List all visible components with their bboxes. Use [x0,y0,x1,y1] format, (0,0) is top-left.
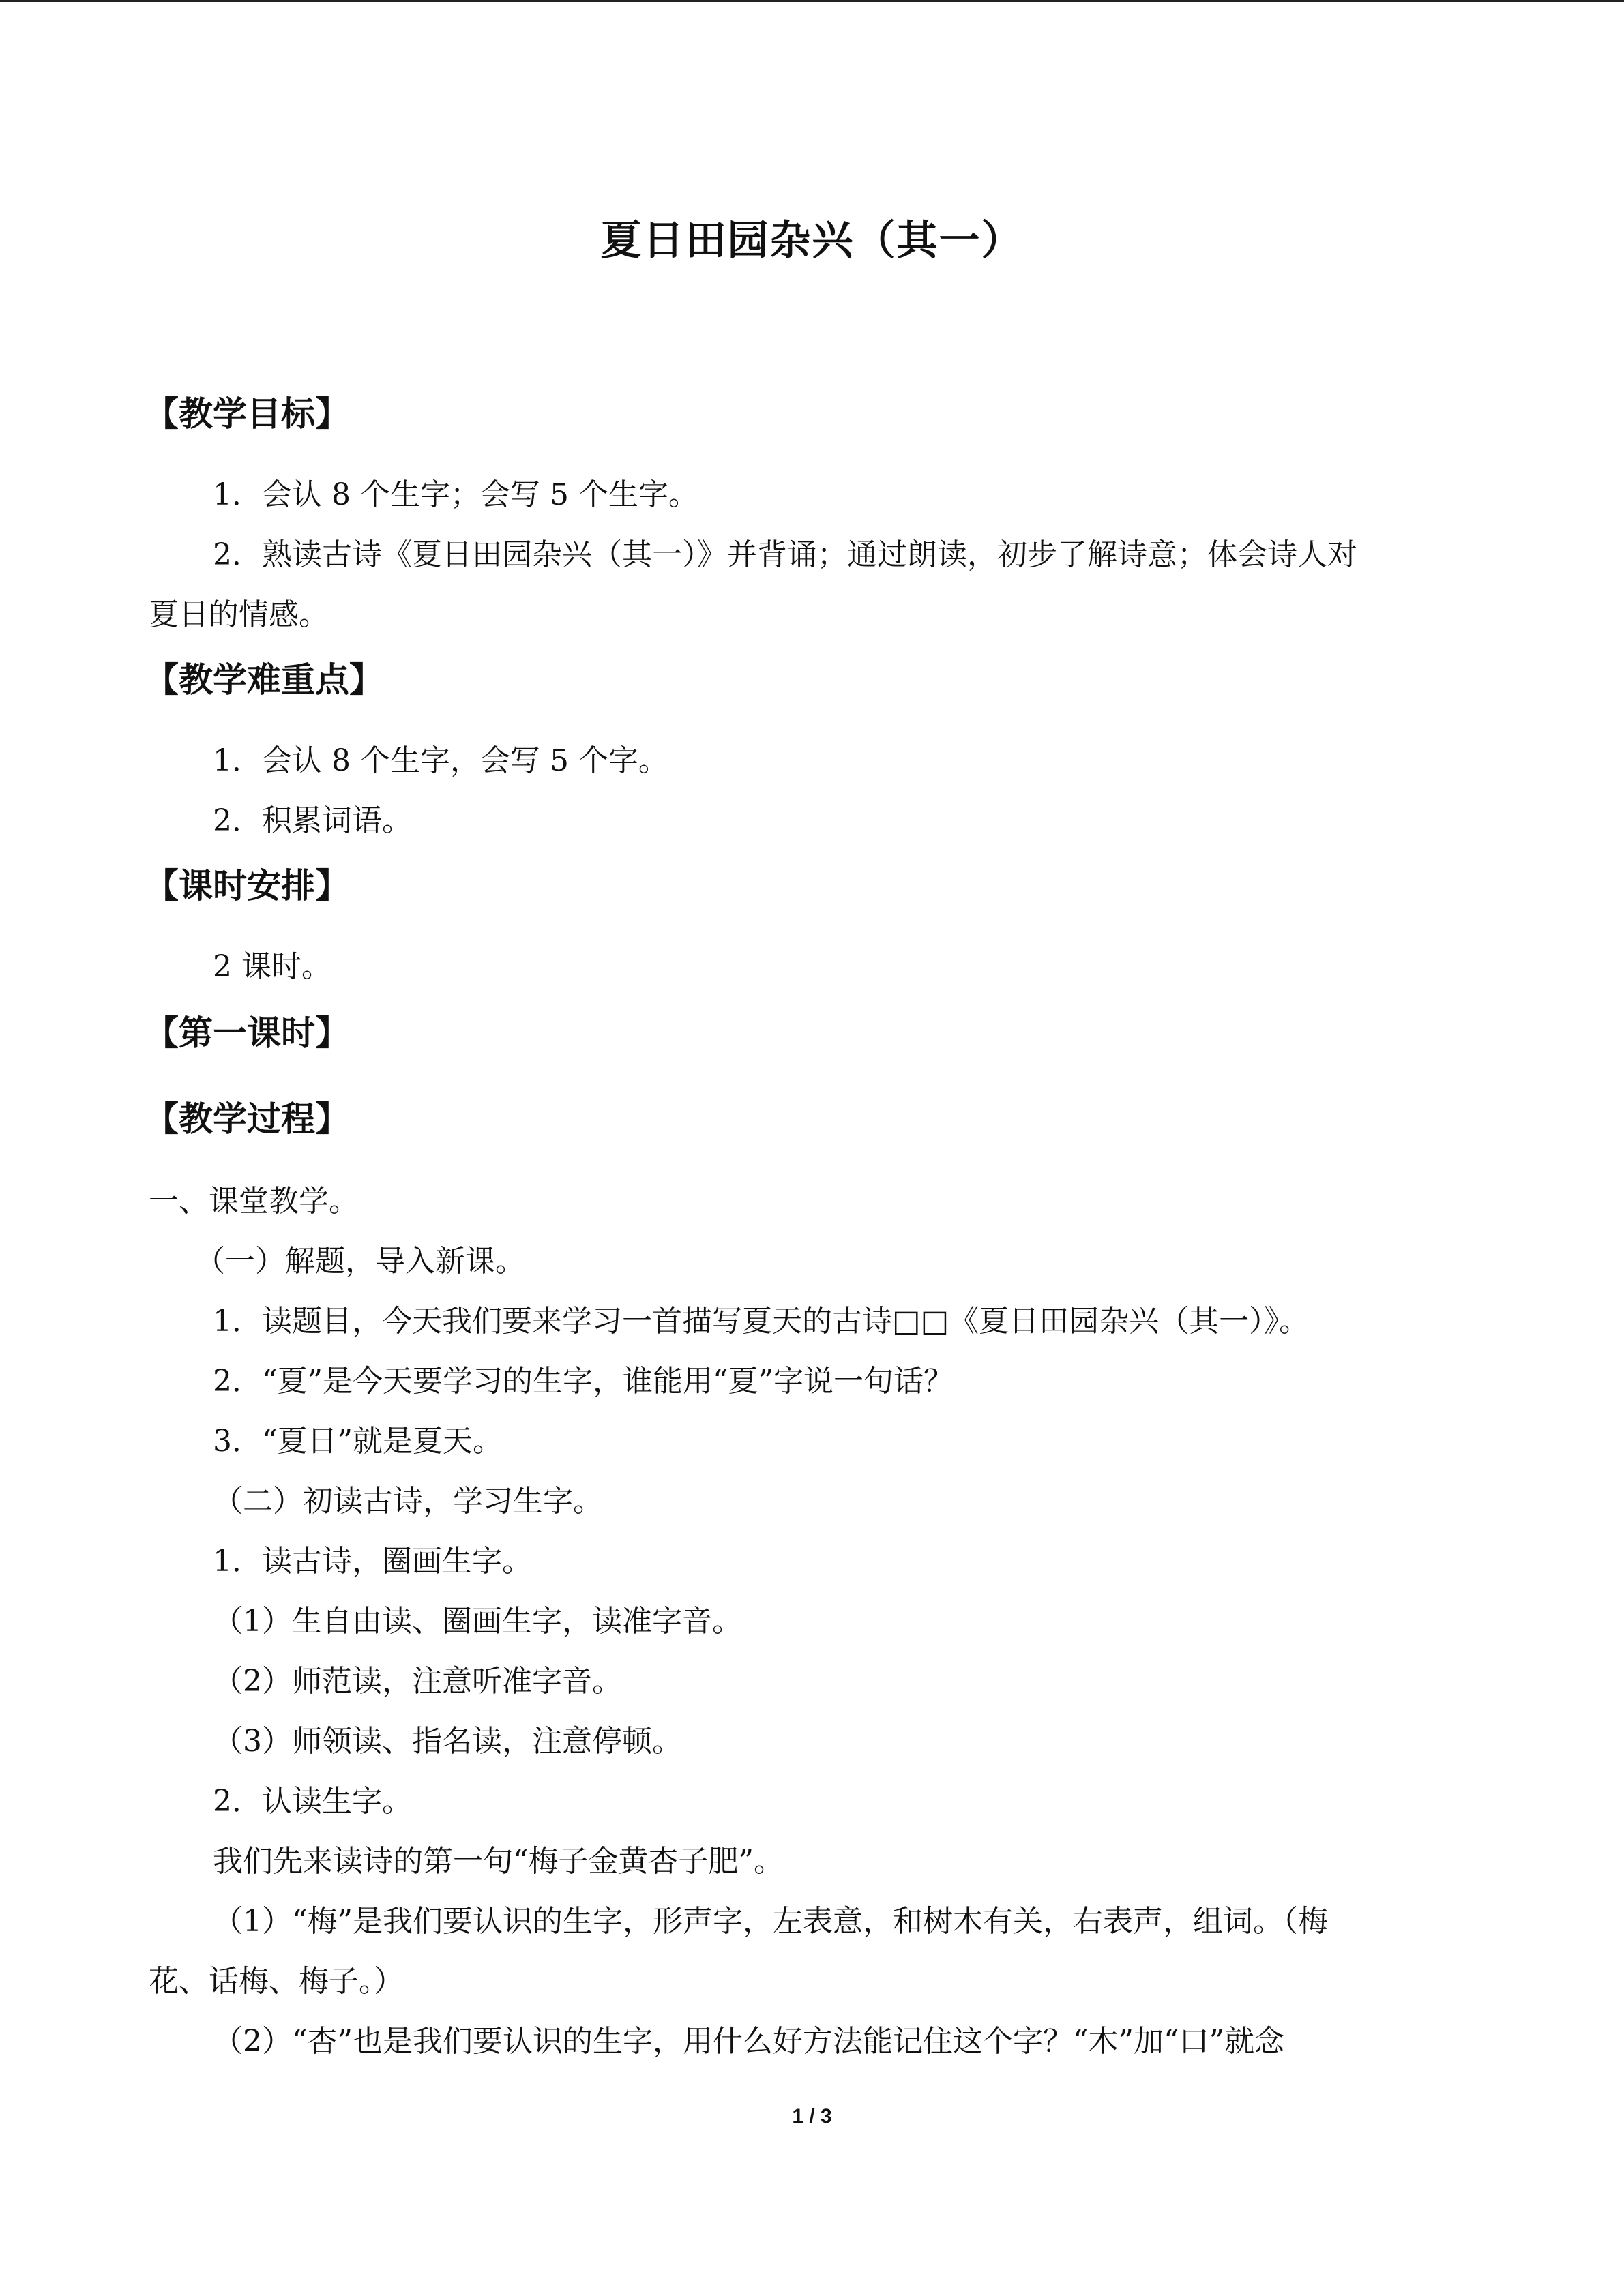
document-title: 夏日田园杂兴（其一） [600,217,1024,265]
section-heading-key-points: 【教学难重点】 [145,660,383,700]
key-point-item-2: 2．积累词语。 [213,803,412,838]
objective-item-2-continued: 夏日的情感。 [149,597,329,632]
schedule-text: 2 课时。 [213,949,331,984]
process-line: （1）生自由读、圈画生字，读准字音。 [213,1604,742,1639]
process-line: （3）师领读、指名读，注意停顿。 [213,1724,682,1759]
process-line: （1）“梅”是我们要认识的生字，形声字，左表意，和树木有关，右表声，组词。（梅 [213,1904,1328,1939]
section-heading-schedule: 【课时安排】 [145,866,349,906]
process-line: （2）师范读，注意听准字音。 [213,1664,622,1699]
process-line: 2．认读生字。 [213,1784,412,1819]
process-line: 1．读古诗，圈画生字。 [213,1544,532,1579]
process-line: （二）初读古诗，学习生字。 [213,1484,603,1519]
page-number: 1 / 3 [792,2105,832,2128]
section-heading-objectives: 【教学目标】 [145,394,349,434]
process-line: （一）解题，导入新课。 [195,1244,525,1279]
process-line: （2）“杏”也是我们要认识的生字，用什么好方法能记住这个字？“木”加“口”就念 [213,2024,1284,2059]
process-line: 一、课堂教学。 [149,1184,359,1219]
section-heading-lesson-one: 【第一课时】 [145,1013,349,1053]
process-line: 花、话梅、梅子。） [149,1964,404,1999]
section-heading-process: 【教学过程】 [145,1099,349,1139]
objective-item-1: 1．会认 8 个生字；会写 5 个生字。 [213,477,698,512]
process-line: 3．“夏日”就是夏天。 [213,1424,503,1459]
key-point-item-1: 1．会认 8 个生字，会写 5 个字。 [213,743,668,778]
process-line: 2．“夏”是今天要学习的生字，谁能用“夏”字说一句话？ [213,1364,954,1399]
process-line: 1．读题目，今天我们要来学习一首描写夏天的古诗□□《夏日田园杂兴（其一）》。 [213,1304,1310,1339]
process-line: 我们先来读诗的第一句“梅子金黄杏子肥”。 [213,1844,784,1879]
objective-item-2: 2．熟读古诗《夏日田园杂兴（其一）》并背诵；通过朗读，初步了解诗意；体会诗人对 [213,537,1357,572]
